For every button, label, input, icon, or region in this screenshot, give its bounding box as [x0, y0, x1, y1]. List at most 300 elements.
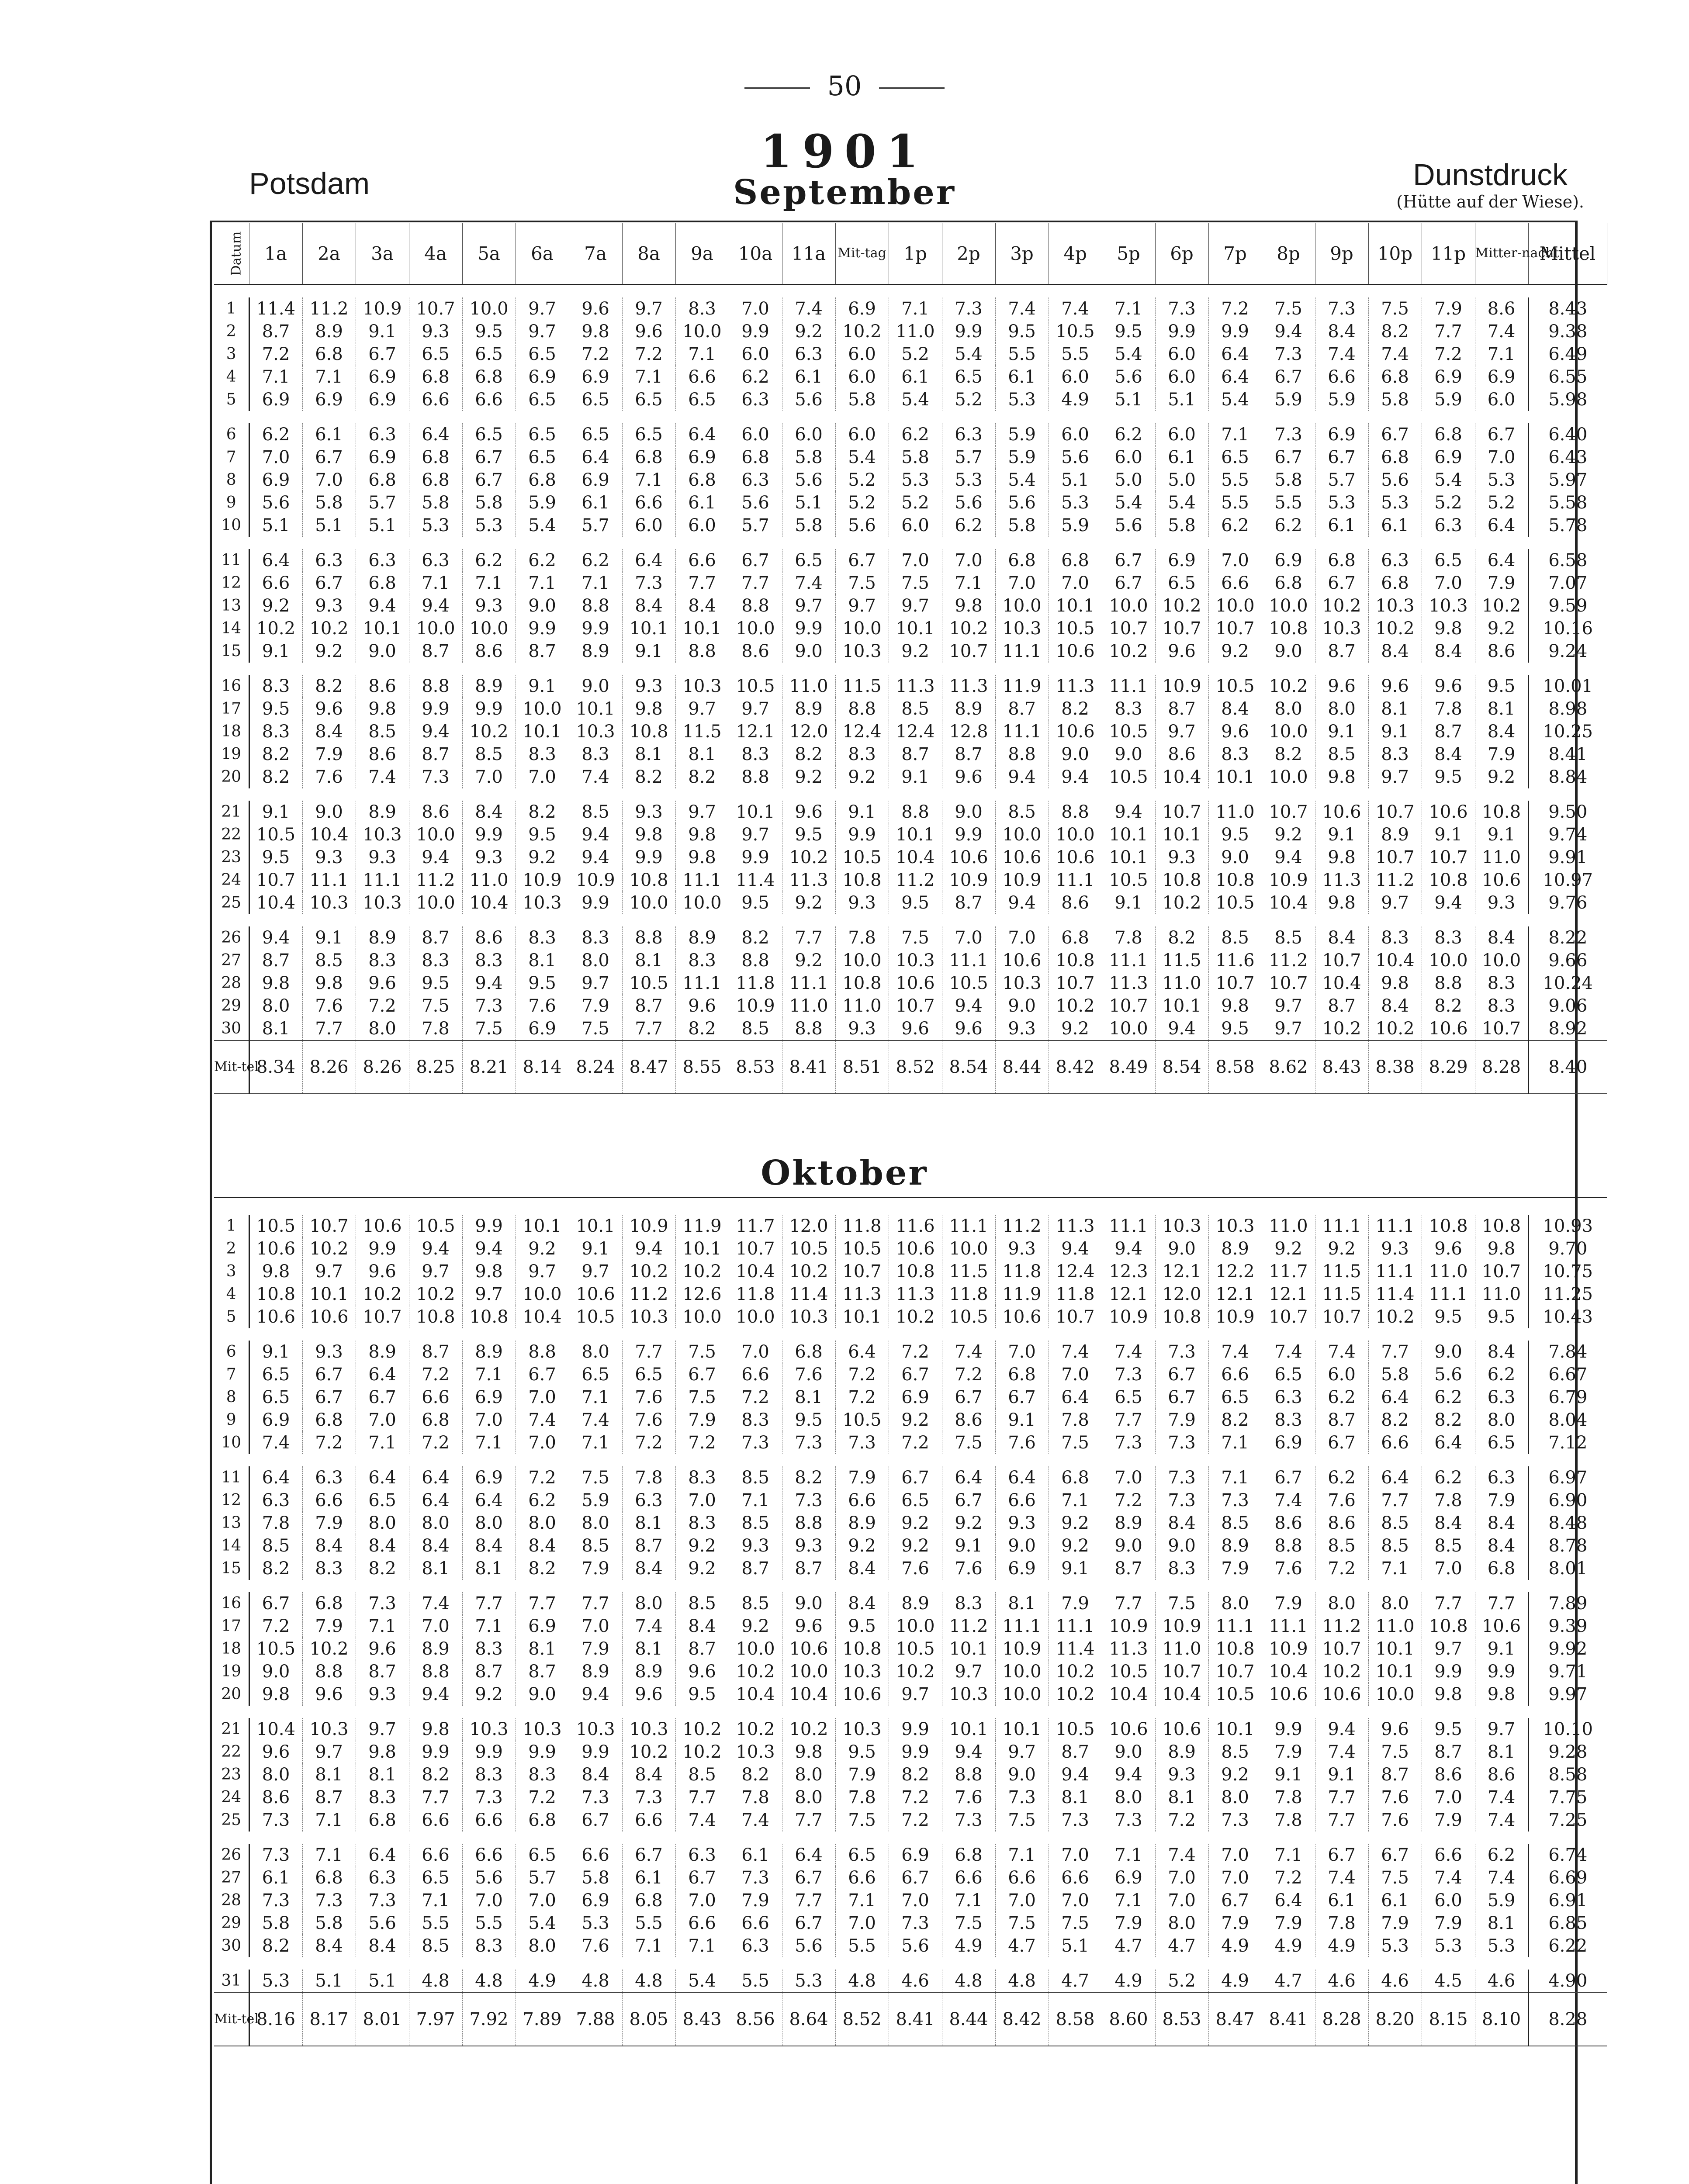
value-cell: 8.3 [302, 1557, 356, 1580]
value-cell: 10.0 [729, 1638, 782, 1660]
value-cell: 8.8 [302, 1660, 356, 1683]
value-cell: 9.9 [1262, 1718, 1315, 1741]
value-cell: 9.9 [569, 1741, 622, 1763]
value-cell: 6.5 [622, 423, 675, 446]
value-cell: 8.4 [1422, 743, 1475, 766]
value-cell: 7.9 [1475, 1489, 1528, 1512]
value-cell: 6.7 [1475, 423, 1528, 446]
value-cell: 11.5 [835, 675, 889, 698]
group-spacer [214, 1580, 1607, 1592]
value-cell: 5.6 [249, 491, 302, 514]
value-cell: 9.0 [356, 640, 409, 663]
value-cell: 12.0 [782, 720, 835, 743]
value-cell: 7.7 [1422, 320, 1475, 343]
value-cell: 10.7 [1262, 801, 1315, 823]
value-cell: 9.9 [1475, 1660, 1528, 1683]
value-cell: 10.7 [729, 1237, 782, 1260]
value-cell: 10.3 [622, 1718, 675, 1741]
value-cell: 8.7 [516, 640, 569, 663]
value-cell: 8.9 [1155, 1741, 1208, 1763]
value-cell: 11.1 [995, 720, 1049, 743]
value-cell: 5.5 [622, 1912, 675, 1935]
value-cell: 7.4 [1262, 1489, 1315, 1512]
value-cell: 8.2 [1422, 1409, 1475, 1431]
value-cell: 7.7 [622, 1017, 675, 1040]
value-cell: 7.4 [995, 297, 1049, 320]
table-row [214, 1718, 1607, 1741]
value-cell: 11.0 [889, 320, 942, 343]
value-cell: 10.3 [835, 1660, 889, 1683]
hourly-mean: 8.01 [356, 1993, 409, 2046]
value-cell: 8.2 [356, 1557, 409, 1580]
value-cell: 5.6 [729, 491, 782, 514]
table-row [214, 1889, 1607, 1912]
daily-mean: 10.24 [1528, 972, 1607, 995]
daily-mean: 9.38 [1528, 320, 1607, 343]
value-cell: 12.0 [1155, 1283, 1208, 1306]
value-cell: 6.4 [1475, 549, 1528, 572]
value-cell: 10.3 [782, 1306, 835, 1328]
value-cell: 7.6 [1262, 1557, 1315, 1580]
value-cell: 9.4 [569, 1683, 622, 1706]
value-cell: 12.4 [1049, 1260, 1102, 1283]
table-row [214, 949, 1607, 972]
hour-header: 8p [1262, 223, 1315, 285]
value-cell: 8.6 [1049, 892, 1102, 914]
value-cell: 6.9 [462, 1466, 516, 1489]
value-cell: 10.8 [1262, 617, 1315, 640]
value-cell: 10.1 [516, 720, 569, 743]
value-cell: 11.8 [729, 1283, 782, 1306]
value-cell: 7.3 [1262, 343, 1315, 366]
value-cell: 9.4 [942, 1741, 995, 1763]
value-cell: 7.7 [675, 572, 729, 594]
day-number: 14 [214, 1534, 249, 1557]
value-cell: 7.0 [995, 1341, 1049, 1363]
value-cell: 10.2 [1262, 675, 1315, 698]
value-cell: 8.8 [622, 926, 675, 949]
value-cell: 8.7 [622, 1534, 675, 1557]
value-cell: 10.8 [1422, 1215, 1475, 1237]
value-cell: 6.5 [569, 388, 622, 411]
value-cell: 5.1 [356, 1970, 409, 1993]
value-cell: 5.0 [1155, 469, 1208, 491]
datum-label: Datum [228, 231, 244, 276]
value-cell: 4.6 [1475, 1970, 1528, 1993]
value-cell: 6.5 [1262, 1363, 1315, 1386]
value-cell: 6.7 [889, 1466, 942, 1489]
value-cell: 10.9 [995, 1638, 1049, 1660]
value-cell: 7.4 [1049, 1341, 1102, 1363]
value-cell: 5.4 [835, 446, 889, 469]
daily-mean: 6.90 [1528, 1489, 1607, 1512]
value-cell: 6.4 [1208, 366, 1262, 388]
value-cell: 6.3 [675, 1844, 729, 1866]
value-cell: 8.7 [1102, 1557, 1155, 1580]
value-cell: 7.4 [1315, 1866, 1368, 1889]
value-cell: 11.3 [1049, 1215, 1102, 1237]
daily-mean: 8.58 [1528, 1763, 1607, 1786]
value-cell: 9.7 [889, 594, 942, 617]
table-row [214, 1557, 1607, 1580]
value-cell: 10.1 [942, 1718, 995, 1741]
value-cell: 10.2 [782, 846, 835, 869]
value-cell: 9.3 [302, 1341, 356, 1363]
value-cell: 8.0 [1475, 1409, 1528, 1431]
day-number: 10 [214, 1431, 249, 1454]
value-cell: 6.5 [1102, 1386, 1155, 1409]
hourly-mean: 8.15 [1422, 1993, 1475, 2046]
value-cell: 7.1 [356, 1431, 409, 1454]
value-cell: 6.9 [1262, 549, 1315, 572]
value-cell: 10.3 [356, 892, 409, 914]
value-cell: 6.8 [1368, 572, 1422, 594]
value-cell: 10.2 [782, 1260, 835, 1283]
value-cell: 8.3 [569, 926, 622, 949]
value-cell: 7.4 [569, 766, 622, 788]
value-cell: 10.3 [942, 1683, 995, 1706]
value-cell: 8.6 [1422, 1763, 1475, 1786]
value-cell: 10.4 [249, 1718, 302, 1741]
table-row [214, 1409, 1607, 1431]
value-cell: 8.8 [835, 698, 889, 720]
value-cell: 8.9 [356, 801, 409, 823]
value-cell: 8.4 [1475, 1512, 1528, 1534]
value-cell: 4.9 [1208, 1935, 1262, 1957]
value-cell: 6.6 [462, 1844, 516, 1866]
value-cell: 5.9 [995, 423, 1049, 446]
value-cell: 10.0 [409, 617, 462, 640]
value-cell: 9.9 [462, 1215, 516, 1237]
value-cell: 7.3 [249, 1844, 302, 1866]
value-cell: 7.5 [462, 1017, 516, 1040]
value-cell: 7.6 [1368, 1786, 1422, 1809]
table-row [214, 617, 1607, 640]
value-cell: 8.4 [1368, 640, 1422, 663]
hourly-mean: 7.88 [569, 1993, 622, 2046]
value-cell: 7.4 [1262, 1341, 1315, 1363]
value-cell: 6.4 [1262, 1889, 1315, 1912]
value-cell: 6.9 [1422, 446, 1475, 469]
value-cell: 5.5 [995, 343, 1049, 366]
value-cell: 7.8 [1422, 698, 1475, 720]
value-cell: 10.9 [1208, 1306, 1262, 1328]
value-cell: 8.0 [1315, 1592, 1368, 1615]
value-cell: 6.7 [622, 1844, 675, 1866]
value-cell: 10.7 [1155, 1660, 1208, 1683]
table-row [214, 972, 1607, 995]
value-cell: 8.5 [1208, 1741, 1262, 1763]
value-cell: 10.7 [1102, 617, 1155, 640]
value-cell: 7.0 [729, 1341, 782, 1363]
value-cell: 9.7 [729, 823, 782, 846]
value-cell: 6.9 [675, 446, 729, 469]
value-cell: 9.3 [622, 801, 675, 823]
value-cell: 6.9 [835, 297, 889, 320]
value-cell: 7.2 [942, 1363, 995, 1386]
value-cell: 6.2 [516, 549, 569, 572]
value-cell: 9.6 [942, 1017, 995, 1040]
value-cell: 9.5 [516, 823, 569, 846]
hourly-mean: 8.42 [995, 1993, 1049, 2046]
value-cell: 5.9 [1049, 514, 1102, 537]
value-cell: 7.2 [835, 1386, 889, 1409]
value-cell: 5.3 [1368, 491, 1422, 514]
hourly-mean: 8.47 [1208, 1993, 1262, 2046]
value-cell: 8.4 [1475, 720, 1528, 743]
value-cell: 8.5 [675, 1763, 729, 1786]
value-cell: 7.5 [889, 926, 942, 949]
value-cell: 5.8 [569, 1866, 622, 1889]
value-cell: 6.0 [1049, 366, 1102, 388]
value-cell: 7.5 [942, 1912, 995, 1935]
value-cell: 7.6 [1368, 1809, 1422, 1832]
value-cell: 8.3 [462, 1638, 516, 1660]
value-cell: 9.3 [622, 675, 675, 698]
value-cell: 10.6 [1049, 720, 1102, 743]
value-cell: 9.9 [729, 846, 782, 869]
value-cell: 9.5 [1208, 823, 1262, 846]
value-cell: 6.8 [302, 1866, 356, 1889]
value-cell: 8.2 [782, 1466, 835, 1489]
value-cell: 10.1 [1155, 823, 1208, 846]
value-cell: 11.1 [302, 869, 356, 892]
oktober-table [214, 1197, 1607, 2116]
value-cell: 10.2 [249, 617, 302, 640]
value-cell: 6.0 [729, 423, 782, 446]
daily-mean: 9.76 [1528, 892, 1607, 914]
value-cell: 7.3 [356, 1592, 409, 1615]
value-cell: 8.2 [1368, 320, 1422, 343]
mean-row [214, 1040, 1607, 1094]
value-cell: 7.0 [462, 1889, 516, 1912]
value-cell: 9.7 [409, 1260, 462, 1283]
table-row [214, 640, 1607, 663]
table-row [214, 823, 1607, 846]
value-cell: 9.4 [356, 594, 409, 617]
value-cell: 6.8 [516, 1809, 569, 1832]
value-cell: 9.1 [1315, 1763, 1368, 1786]
daily-mean: 9.06 [1528, 995, 1607, 1017]
value-cell: 8.4 [675, 594, 729, 617]
value-cell: 7.0 [1475, 446, 1528, 469]
hourly-mean: 8.16 [249, 1993, 302, 2046]
value-cell: 6.9 [889, 1386, 942, 1409]
value-cell: 9.1 [995, 1409, 1049, 1431]
value-cell: 10.0 [675, 1306, 729, 1328]
value-cell: 8.4 [1422, 640, 1475, 663]
value-cell: 11.9 [675, 1215, 729, 1237]
value-cell: 7.9 [1422, 1809, 1475, 1832]
hour-header: 11a [782, 223, 835, 285]
value-cell: 10.1 [1368, 1638, 1422, 1660]
value-cell: 10.1 [835, 1306, 889, 1328]
group-spacer [214, 1832, 1607, 1844]
value-cell: 5.6 [782, 1935, 835, 1957]
value-cell: 8.1 [622, 743, 675, 766]
value-cell: 5.3 [569, 1912, 622, 1935]
value-cell: 7.9 [729, 1889, 782, 1912]
value-cell: 8.3 [675, 1466, 729, 1489]
value-cell: 10.2 [835, 320, 889, 343]
value-cell: 9.8 [356, 1741, 409, 1763]
value-cell: 10.0 [516, 698, 569, 720]
value-cell: 8.7 [409, 1341, 462, 1363]
value-cell: 8.5 [1315, 1534, 1368, 1557]
value-cell: 7.3 [835, 1431, 889, 1454]
value-cell: 5.7 [942, 446, 995, 469]
day-number: 13 [214, 1512, 249, 1534]
value-cell: 8.7 [409, 743, 462, 766]
value-cell: 10.7 [1049, 1306, 1102, 1328]
value-cell: 4.5 [1422, 1970, 1475, 1993]
value-cell: 10.2 [409, 1283, 462, 1306]
value-cell: 6.2 [942, 514, 995, 537]
daily-mean: 9.66 [1528, 949, 1607, 972]
value-cell: 11.8 [1049, 1283, 1102, 1306]
value-cell: 9.7 [302, 1741, 356, 1763]
value-cell: 10.5 [1102, 869, 1155, 892]
value-cell: 6.9 [356, 446, 409, 469]
value-cell: 6.2 [516, 1489, 569, 1512]
value-cell: 6.9 [516, 366, 569, 388]
value-cell: 10.3 [995, 972, 1049, 995]
value-cell: 6.7 [1102, 549, 1155, 572]
value-cell: 7.9 [569, 1638, 622, 1660]
value-cell: 10.6 [1422, 1017, 1475, 1040]
value-cell: 9.2 [1315, 1237, 1368, 1260]
value-cell: 6.7 [675, 1866, 729, 1889]
value-cell: 10.5 [729, 675, 782, 698]
value-cell: 7.4 [942, 1341, 995, 1363]
value-cell: 7.5 [1368, 1741, 1422, 1763]
daily-mean: 8.01 [1528, 1557, 1607, 1580]
value-cell: 6.8 [356, 572, 409, 594]
hourly-mean: 8.56 [729, 1993, 782, 2046]
value-cell: 10.5 [1208, 892, 1262, 914]
value-cell: 5.3 [995, 388, 1049, 411]
value-cell: 10.5 [1049, 1718, 1102, 1741]
value-cell: 7.7 [729, 572, 782, 594]
value-cell: 6.2 [1422, 1386, 1475, 1409]
value-cell: 8.1 [782, 1386, 835, 1409]
value-cell: 10.1 [675, 1237, 729, 1260]
value-cell: 9.4 [1049, 1237, 1102, 1260]
value-cell: 10.8 [1475, 1215, 1528, 1237]
day-number: 15 [214, 1557, 249, 1580]
value-cell: 8.0 [569, 1341, 622, 1363]
value-cell: 7.5 [1368, 297, 1422, 320]
value-cell: 8.7 [1049, 1741, 1102, 1763]
daily-mean: 7.89 [1528, 1592, 1607, 1615]
value-cell: 6.1 [1315, 514, 1368, 537]
value-cell: 9.4 [942, 995, 995, 1017]
day-number: 5 [214, 388, 249, 411]
value-cell: 6.5 [889, 1489, 942, 1512]
value-cell: 5.6 [1102, 366, 1155, 388]
value-cell: 9.6 [675, 1660, 729, 1683]
value-cell: 9.2 [516, 1237, 569, 1260]
value-cell: 9.5 [462, 320, 516, 343]
value-cell: 9.4 [995, 766, 1049, 788]
daily-mean: 7.84 [1528, 1341, 1607, 1363]
day-number: 25 [214, 1809, 249, 1832]
value-cell: 7.4 [409, 1592, 462, 1615]
value-cell: 10.0 [1368, 1683, 1422, 1706]
value-cell: 6.8 [729, 446, 782, 469]
value-cell: 9.2 [1208, 640, 1262, 663]
value-cell: 9.5 [1422, 1718, 1475, 1741]
value-cell: 10.2 [302, 1638, 356, 1660]
value-cell: 10.6 [1102, 1718, 1155, 1741]
value-cell: 8.8 [995, 743, 1049, 766]
blank-cell [214, 2046, 1607, 2116]
value-cell: 10.7 [1315, 1638, 1368, 1660]
value-cell: 6.8 [622, 446, 675, 469]
value-cell: 11.2 [1315, 1615, 1368, 1638]
value-cell: 10.3 [569, 1718, 622, 1741]
value-cell: 5.5 [462, 1912, 516, 1935]
value-cell: 7.1 [995, 1844, 1049, 1866]
value-cell: 7.5 [1368, 1866, 1422, 1889]
value-cell: 6.8 [409, 469, 462, 491]
value-cell: 11.4 [1049, 1638, 1102, 1660]
value-cell: 10.2 [1315, 594, 1368, 617]
value-cell: 10.5 [249, 1215, 302, 1237]
value-cell: 10.0 [409, 823, 462, 846]
value-cell: 6.5 [622, 1363, 675, 1386]
value-cell: 7.3 [942, 297, 995, 320]
value-cell: 12.6 [675, 1283, 729, 1306]
value-cell: 8.7 [1155, 698, 1208, 720]
value-cell: 7.7 [1368, 1341, 1422, 1363]
value-cell: 9.1 [1315, 720, 1368, 743]
value-cell: 6.4 [569, 446, 622, 469]
value-cell: 7.1 [569, 1386, 622, 1409]
daily-mean: 10.93 [1528, 1215, 1607, 1237]
value-cell: 7.5 [835, 572, 889, 594]
value-cell: 4.7 [1102, 1935, 1155, 1957]
value-cell: 7.6 [889, 1557, 942, 1580]
value-cell: 9.7 [302, 1260, 356, 1283]
value-cell: 10.1 [1155, 995, 1208, 1017]
value-cell: 5.6 [835, 514, 889, 537]
value-cell: 8.8 [1262, 1534, 1315, 1557]
value-cell: 5.7 [569, 514, 622, 537]
value-cell: 7.3 [1155, 1489, 1208, 1512]
value-cell: 10.2 [622, 1260, 675, 1283]
value-cell: 6.5 [782, 549, 835, 572]
value-cell: 5.9 [1422, 388, 1475, 411]
daily-mean: 6.49 [1528, 343, 1607, 366]
value-cell: 7.4 [1049, 297, 1102, 320]
day-number: 7 [214, 446, 249, 469]
value-cell: 6.3 [1475, 1466, 1528, 1489]
value-cell: 8.6 [1475, 1763, 1528, 1786]
value-cell: 7.4 [1315, 343, 1368, 366]
value-cell: 9.3 [995, 1512, 1049, 1534]
table-row [214, 1306, 1607, 1328]
value-cell: 10.2 [1368, 617, 1422, 640]
value-cell: 7.6 [302, 995, 356, 1017]
table-row [214, 1763, 1607, 1786]
value-cell: 9.0 [1049, 743, 1102, 766]
value-cell: 7.1 [569, 572, 622, 594]
value-cell: 7.0 [889, 549, 942, 572]
value-cell: 6.8 [1049, 549, 1102, 572]
value-cell: 10.5 [249, 823, 302, 846]
value-cell: 4.9 [1262, 1935, 1315, 1957]
